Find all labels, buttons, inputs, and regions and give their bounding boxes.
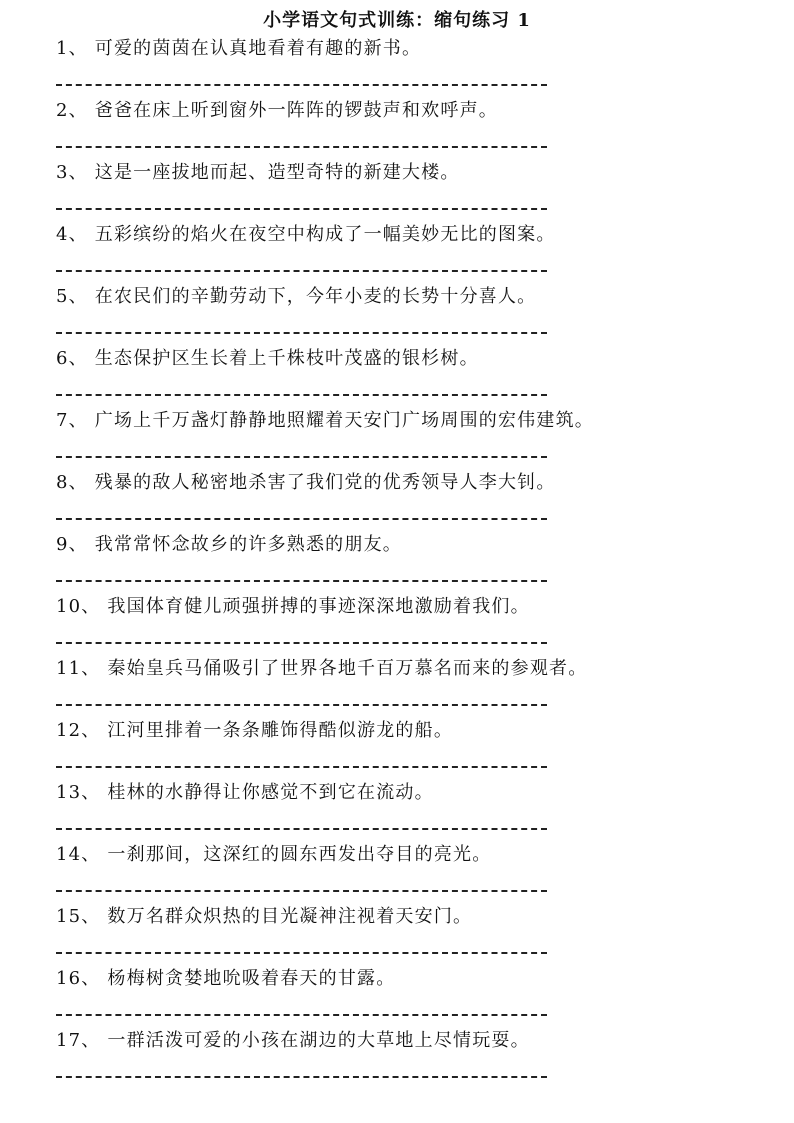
exercise-item [56, 410, 756, 470]
exercise-item [56, 968, 756, 1028]
exercise-item [56, 38, 756, 98]
answer-line[interactable] [56, 518, 547, 520]
exercise-item [56, 534, 756, 594]
exercise-sentence: 15、 数万名群众炽热的目光凝神注视着天安门。 [56, 906, 473, 927]
answer-line[interactable] [56, 208, 547, 210]
exercise-item [56, 348, 756, 408]
exercise-item [56, 782, 756, 842]
exercise-item [56, 1030, 756, 1090]
answer-line[interactable] [56, 456, 547, 458]
answer-line[interactable] [56, 270, 547, 272]
exercise-item [56, 720, 756, 780]
exercise-item [56, 162, 756, 222]
exercise-sentence: 17、 一群活泼可爱的小孩在湖边的大草地上尽情玩耍。 [56, 1030, 530, 1051]
answer-line[interactable] [56, 394, 547, 396]
answer-line[interactable] [56, 642, 547, 644]
exercise-sentence: 13、 桂林的水静得让你感觉不到它在流动。 [56, 782, 434, 803]
exercise-sentence: 14、 一刹那间，这深红的圆东西发出夺目的亮光。 [56, 844, 492, 865]
answer-line[interactable] [56, 890, 547, 892]
answer-line[interactable] [56, 704, 547, 706]
answer-line[interactable] [56, 332, 547, 334]
exercise-item [56, 286, 756, 346]
exercise-sentence: 11、 秦始皇兵马俑吸引了世界各地千百万慕名而来的参观者。 [56, 658, 588, 679]
exercise-sentence: 8、 残暴的敌人秘密地杀害了我们党的优秀领导人李大钊。 [56, 472, 556, 493]
answer-line[interactable] [56, 146, 547, 148]
exercise-item [56, 472, 756, 532]
exercise-item [56, 596, 756, 656]
exercise-sentence: 1、 可爱的茵茵在认真地看着有趣的新书。 [56, 38, 422, 59]
exercise-sentence: 3、 这是一座拔地而起、造型奇特的新建大楼。 [56, 162, 460, 183]
exercise-sentence: 2、 爸爸在床上听到窗外一阵阵的锣鼓声和欢呼声。 [56, 100, 498, 121]
exercise-sentence: 9、 我常常怀念故乡的许多熟悉的朋友。 [56, 534, 402, 555]
exercise-sentence: 4、 五彩缤纷的焰火在夜空中构成了一幅美妙无比的图案。 [56, 224, 556, 245]
exercise-item [56, 100, 756, 160]
answer-line[interactable] [56, 828, 547, 830]
answer-line[interactable] [56, 84, 547, 86]
worksheet-title: 小学语文句式训练：缩句练习 1 [263, 10, 531, 31]
exercise-item [56, 224, 756, 284]
answer-line[interactable] [56, 952, 547, 954]
answer-line[interactable] [56, 1076, 547, 1078]
answer-line[interactable] [56, 766, 547, 768]
exercise-sentence: 16、 杨梅树贪婪地吮吸着春天的甘露。 [56, 968, 396, 989]
exercise-sentence: 12、 江河里排着一条条雕饰得酷似游龙的船。 [56, 720, 454, 741]
exercise-sentence: 10、 我国体育健儿顽强拼搏的事迹深深地激励着我们。 [56, 596, 530, 617]
answer-line[interactable] [56, 580, 547, 582]
exercise-sentence: 5、 在农民们的辛勤劳动下，今年小麦的长势十分喜人。 [56, 286, 537, 307]
exercise-item [56, 906, 756, 966]
answer-line[interactable] [56, 1014, 547, 1016]
exercise-item [56, 658, 756, 718]
exercise-sentence: 6、 生态保护区生长着上千株枝叶茂盛的银杉树。 [56, 348, 479, 369]
exercise-item [56, 844, 756, 904]
exercise-sentence: 7、 广场上千万盏灯静静地照耀着天安门广场周围的宏伟建筑。 [56, 410, 594, 431]
